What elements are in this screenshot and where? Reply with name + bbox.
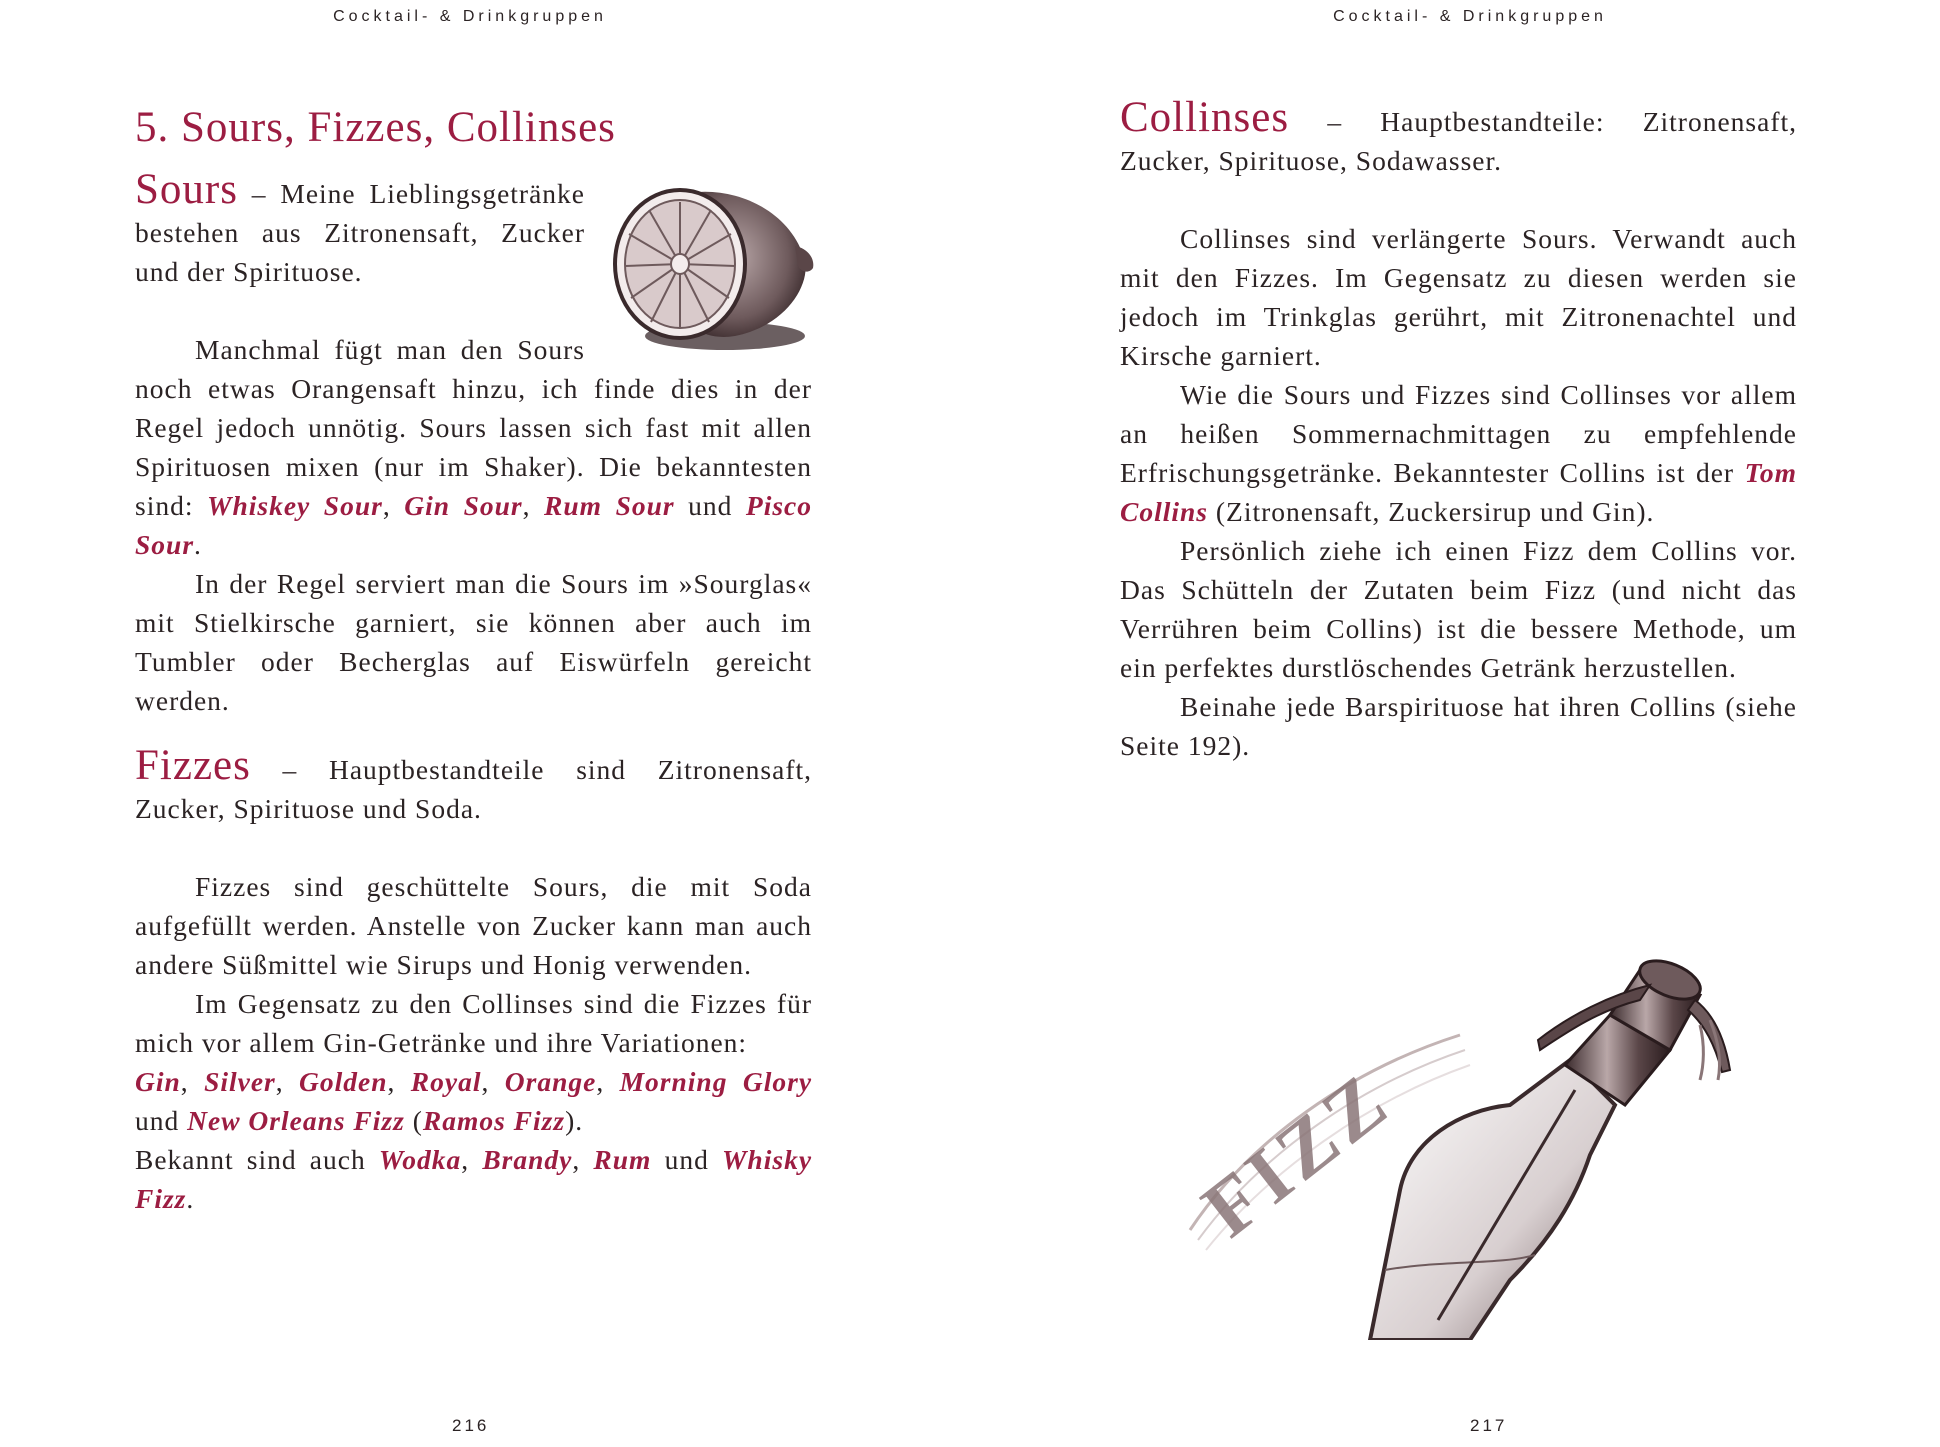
collinses-dash: – <box>1289 106 1381 137</box>
collinses-paragraph-3: Persönlich ziehe ich einen Fizz dem Collins vor. Das Schütteln der Zutaten beim Fizz (und nicht das Verrühren beim Collins) ist die bessere Methode, um ein perfektes durstlöschendes Getränk herzustellen. <box>1120 535 1797 683</box>
collinses-paragraph-2: Wie die Sours und Fizzes sind Collinses vor allem an heißen Sommernachmittagen zu empfehlende Erfrischungsgetränke. Bekanntester Collins ist der Tom Collins (Zitronensaft, Zuckersirup und Gin). <box>1120 379 1797 527</box>
fizz-swoosh-text: FIZZ <box>1186 1055 1408 1255</box>
fizzes-paragraph-2: Im Gegensatz zu den Collinses sind die Fizzes für mich vor allem Gin-Getränke und ihre Variationen: <box>135 988 812 1058</box>
drink-morning-glory: Morning Glory <box>619 1066 813 1097</box>
right-page-body <box>1120 94 1797 765</box>
sours-dash: – <box>237 178 281 209</box>
drink-whiskey-sour: Whiskey Sour <box>207 490 383 521</box>
fizzes-heading: Fizzes <box>135 742 251 789</box>
drink-rum: Rum <box>593 1144 652 1175</box>
page-number-right: 217 <box>1470 1416 1508 1435</box>
left-page-body <box>135 98 812 1218</box>
drink-brandy: Brandy <box>482 1144 573 1175</box>
sours-paragraph-2: In der Regel serviert man die Sours im »Sourglas« mit Stielkirsche garniert, sie können aber auch im Tumbler oder Becherglas auf Eiswürfeln gereicht werden. <box>135 568 812 716</box>
sours-paragraph-1: Manchmal fügt man den Sours noch etwas Orangensaft hinzu, ich finde dies in der Regel jedoch unnötig. Sours lassen sich fast mit allen Spirituosen mixen (nur im Shaker). Die bekanntesten sind: Whiskey Sour, Gin Sour, Rum Sour und Pisco Sour. <box>135 334 813 560</box>
drink-rum-sour: Rum Sour <box>544 490 675 521</box>
collinses-paragraph-1: Collinses sind verlängerte Sours. Verwandt auch mit den Fizzes. Im Gegensatz zu diesen werden sie jedoch im Trinkglas gerührt, mit Zitronenachtel und Kirsche garniert. <box>1120 223 1797 371</box>
soda-siphon-icon <box>1170 940 1790 1340</box>
fizzes-variations: Gin, Silver, Golden, Royal, Orange, Morning Glory und New Orleans Fizz (Ramos Fizz). <box>135 1066 813 1136</box>
fizzes-lead: Hauptbestandteile sind Zitronensaft, Zucker, Spirituose und Soda. <box>135 754 812 824</box>
lemon-icon <box>605 176 819 358</box>
soda-siphon-illustration <box>1170 940 1790 1340</box>
drink-gin-sour: Gin Sour <box>404 490 523 521</box>
lemon-illustration <box>605 176 819 358</box>
drink-tom-collins: Tom Collins <box>1120 457 1797 527</box>
drink-new-orleans-fizz: New Orleans Fizz <box>187 1105 405 1136</box>
drink-whisky-fizz: Whisky Fizz <box>135 1144 813 1214</box>
collinses-paragraph-4: Beinahe jede Barspirituose hat ihren Collins (siehe Seite 192). <box>1120 691 1797 761</box>
chapter-title: 5. Sours, Fizzes, Collinses <box>135 104 616 151</box>
fizzes-also-known: Bekannt sind auch Wodka, Brandy, Rum und Whisky Fizz. <box>135 1144 813 1214</box>
drink-ramos-fizz: Ramos Fizz <box>422 1105 566 1136</box>
drink-orange-fizz: Orange <box>504 1066 597 1097</box>
collinses-lead: Hauptbestandteile: Zitronensaft, Zucker, Spirituose, Sodawasser. <box>1120 106 1797 176</box>
drink-pisco-sour: Pisco Sour <box>135 490 813 560</box>
right-page <box>970 0 1940 1447</box>
drink-golden-fizz: Golden <box>299 1066 388 1097</box>
collinses-heading: Collinses <box>1120 94 1290 141</box>
drink-gin-fizz: Gin <box>135 1066 181 1097</box>
running-head-right: Cocktail- & Drinkgruppen <box>1333 8 1607 25</box>
sours-heading: Sours <box>135 166 238 213</box>
sours-lead: Meine Lieblingsgetränke bestehen aus Zitronensaft, Zucker und der Spirituose. <box>135 178 585 287</box>
fizzes-dash: – <box>250 754 329 785</box>
drink-royal-fizz: Royal <box>410 1066 482 1097</box>
drink-wodka: Wodka <box>378 1144 462 1175</box>
running-head-left: Cocktail- & Drinkgruppen <box>333 8 607 25</box>
page-number-left: 216 <box>452 1416 490 1435</box>
fizzes-paragraph-1: Fizzes sind geschüttelte Sours, die mit Soda aufgefüllt werden. Anstelle von Zucker kann man auch andere Süßmittel wie Sirups und Honig verwenden. <box>135 871 812 980</box>
drink-silver-fizz: Silver <box>204 1066 276 1097</box>
